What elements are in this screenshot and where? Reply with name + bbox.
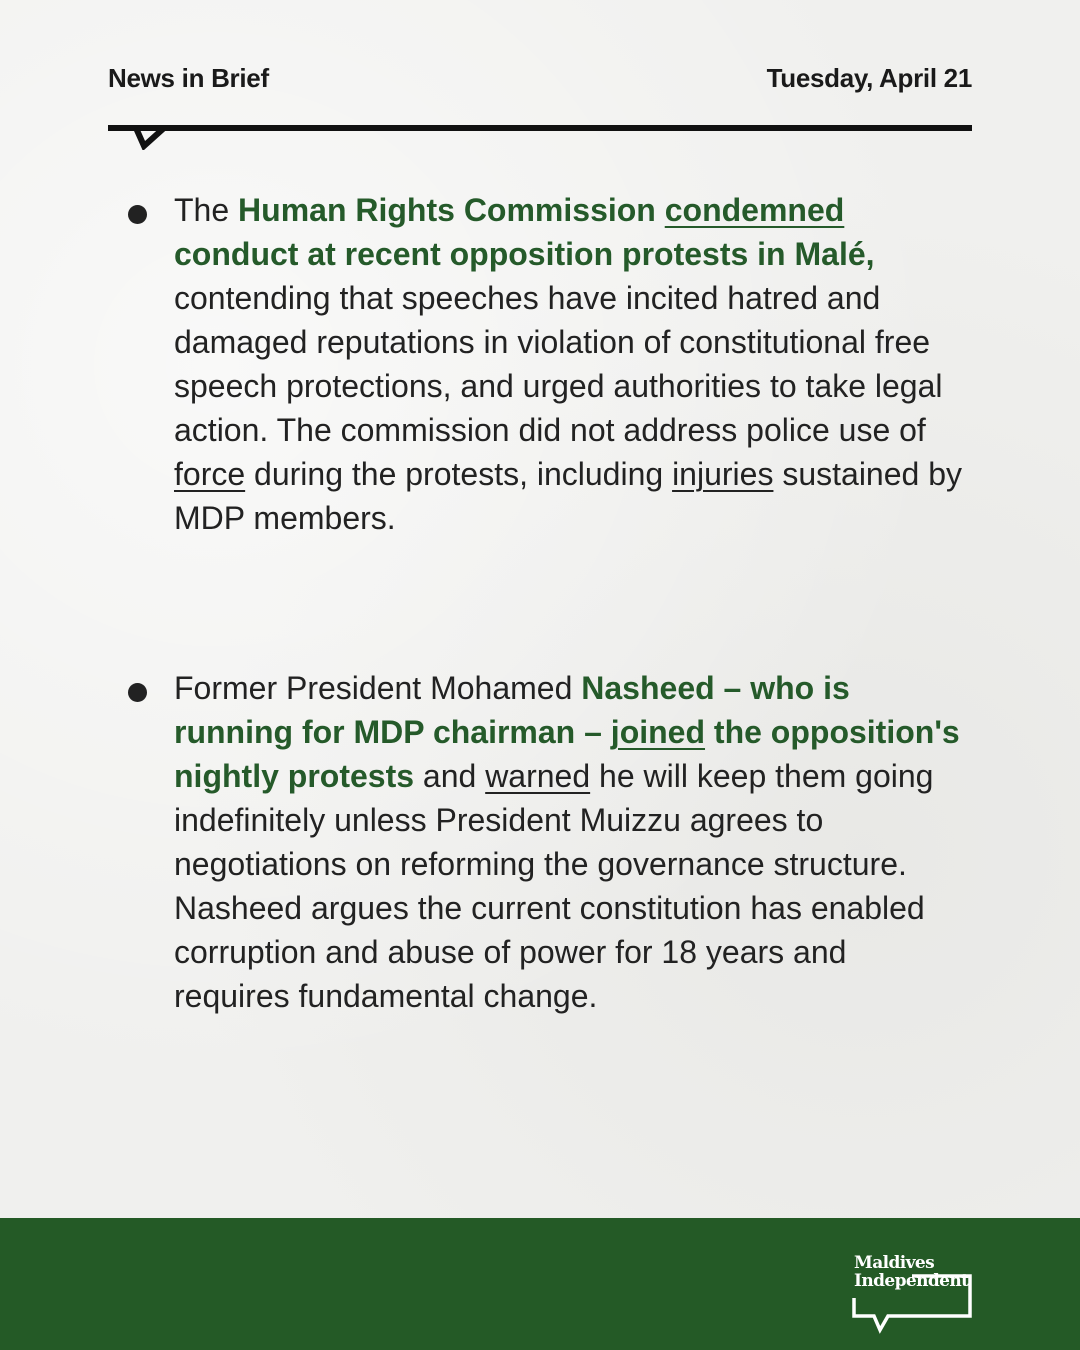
highlight-text: conduct at recent opposition protests in Malé, bbox=[174, 236, 875, 272]
logo-line-1: Maldives bbox=[854, 1253, 935, 1273]
highlight-text: the opposition's nightly protests bbox=[174, 714, 960, 794]
article-link[interactable]: injuries bbox=[672, 456, 774, 492]
article-link[interactable]: condemned bbox=[664, 192, 845, 228]
article-link[interactable]: force bbox=[174, 456, 246, 492]
highlight-text: Human Rights Commission bbox=[238, 192, 665, 228]
body-text: during the protests, including bbox=[245, 456, 673, 492]
date-label: Tuesday, April 21 bbox=[766, 62, 972, 93]
body-text: The bbox=[174, 192, 239, 228]
highlight-text: Nasheed – who is running for MDP chairman – bbox=[174, 670, 850, 750]
body-text: and bbox=[414, 758, 486, 794]
body-text: contending that speeches have incited hatred and damaged reputations in violation of constitutional free speech protections, and urged authorities to take legal action. The commission did not address police use of bbox=[174, 280, 943, 448]
article-link[interactable]: joined bbox=[610, 714, 706, 750]
speech-rule-divider bbox=[108, 110, 974, 150]
footer-bar bbox=[0, 1218, 1080, 1350]
bullet-icon bbox=[128, 683, 147, 702]
article-link[interactable]: warned bbox=[485, 758, 591, 794]
header bbox=[108, 60, 972, 96]
news-item-hrc bbox=[128, 188, 968, 540]
news-item-nasheed bbox=[128, 666, 968, 1018]
maldives-independent-logo bbox=[852, 1254, 974, 1334]
bullet-icon bbox=[128, 205, 147, 224]
body-text: he will keep them going indefinitely unless President Muizzu agrees to negotiations on reforming the governance structure. Nasheed argues the current constitution has enabled corruption and abuse of power for 18 years and requires fundamental change. bbox=[174, 758, 934, 1014]
body-text: Former President Mohamed bbox=[174, 670, 582, 706]
news-item-text bbox=[174, 188, 968, 540]
news-item-text bbox=[174, 666, 968, 1018]
news-list bbox=[128, 188, 968, 1018]
section-title: News in Brief bbox=[108, 62, 269, 93]
logo-line-2: Independent bbox=[854, 1271, 969, 1291]
body-text: sustained by MDP members. bbox=[174, 456, 962, 536]
